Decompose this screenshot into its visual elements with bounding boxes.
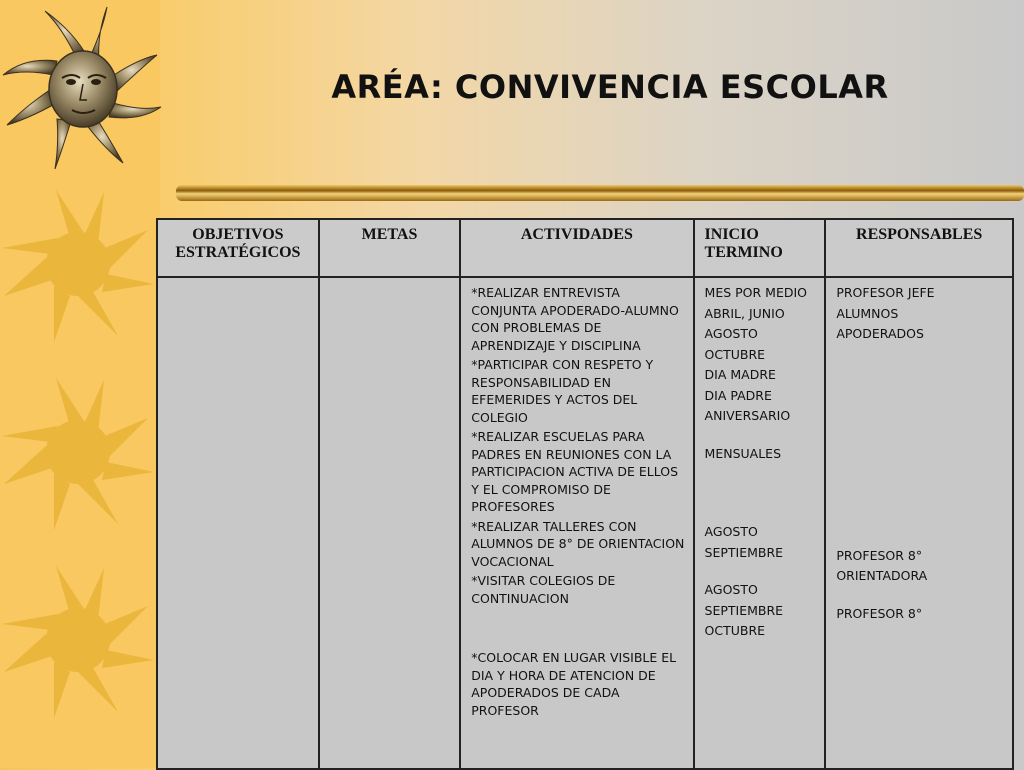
responsable-item: PROFESOR 8° [836, 547, 923, 563]
fecha-item: AGOSTO [704, 326, 758, 341]
actividad-item: *PARTICIPAR CON RESPETO Y RESPONSABILIDAD EN EFEMERIDES Y ACTOS DEL COLEGIO [471, 357, 654, 425]
table-row [157, 277, 1013, 769]
fecha-item: AGOSTO [704, 524, 758, 539]
sun-icon [0, 368, 165, 538]
sun-icon [0, 180, 165, 350]
header-objetivos: OBJETIVOS ESTRATÉGICOS [157, 219, 319, 277]
fecha-item: MES POR MEDIO [704, 285, 808, 300]
actividad-item: *REALIZAR TALLERES CON ALUMNOS DE 8° DE ORIENTACION VOCACIONAL [471, 518, 685, 569]
fecha-item: OCTUBRE [704, 623, 766, 638]
objetivos-cell [157, 277, 319, 769]
responsable-item: PROFESOR 8° [836, 605, 923, 621]
header-responsables: RESPONSABLES [825, 219, 1013, 277]
fecha-item: DIA PADRE [704, 387, 772, 403]
responsables-cell [825, 277, 1013, 769]
fecha-item: OCTUBRE [704, 346, 766, 362]
decorative-gold-bar [176, 183, 1024, 203]
metallic-sun-face-icon [0, 2, 170, 177]
responsable-item: ALUMNOS [836, 305, 899, 321]
plan-table [156, 218, 1014, 770]
actividad-item: *REALIZAR ENTREVISTA CONJUNTA APODERADO-ALUMNO CON PROBLEMAS DE APRENDIZAJE Y DISCIPLINA [471, 285, 679, 353]
actividad-item: *COLOCAR EN LUGAR VISIBLE EL DIA Y HORA DE ATENCION DE APODERADOS DE CADA PROFESOR [471, 650, 677, 718]
table-header-row [157, 219, 1013, 277]
responsable-item: PROFESOR JEFE [836, 285, 935, 300]
page-title: ARÉA: CONVIVENCIA ESCOLAR [331, 68, 889, 106]
actividades-cell [460, 277, 693, 769]
header-inicio-termino: INICIO TERMINO [694, 219, 826, 277]
metas-cell [319, 277, 460, 769]
fecha-item: ABRIL, JUNIO [704, 305, 785, 321]
fecha-item: DIA MADRE [704, 367, 776, 382]
sun-icon [0, 556, 165, 726]
actividad-item: *VISITAR COLEGIOS DE CONTINUACION [471, 573, 616, 606]
fecha-item: SEPTIEMBRE [704, 602, 784, 618]
actividad-item: *REALIZAR ESCUELAS PARA PADRES EN REUNIONES CON LA PARTICIPACION ACTIVA DE ELLOS Y EL COMPROMISO DE PROFESORES [471, 429, 679, 514]
header-metas: METAS [319, 219, 460, 277]
responsable-item: ORIENTADORA [836, 568, 928, 583]
fecha-item: ANIVERSARIO [704, 408, 791, 423]
responsable-item: APODERADOS [836, 326, 924, 341]
fecha-item: AGOSTO [704, 582, 758, 597]
fecha-item: SEPTIEMBRE [704, 544, 784, 560]
header-actividades: ACTIVIDADES [460, 219, 693, 277]
inicio-termino-cell [694, 277, 826, 769]
fecha-item: MENSUALES [704, 445, 782, 461]
